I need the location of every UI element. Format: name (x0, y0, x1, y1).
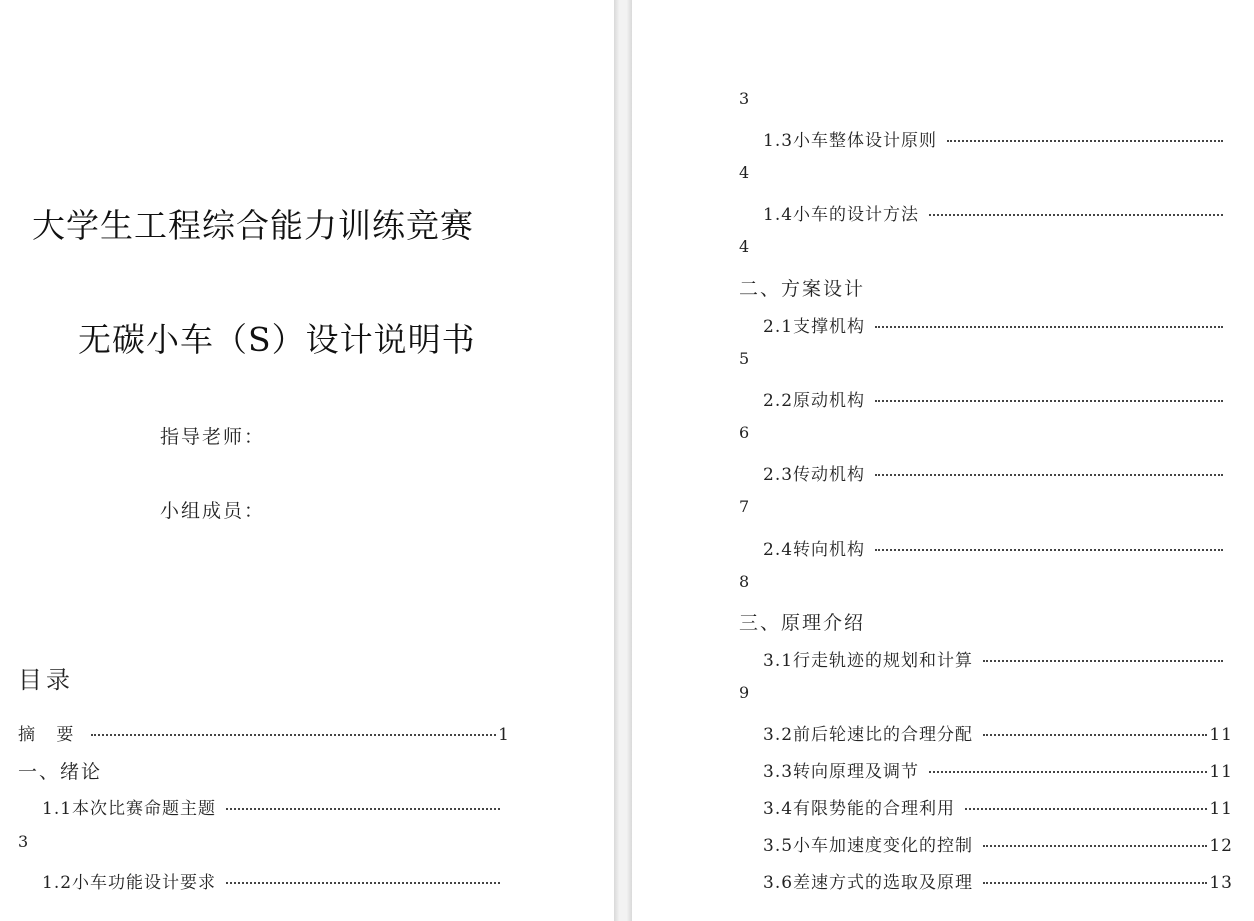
toc-entry-label: 1.3小车整体设计原则 (763, 131, 938, 151)
toc-entry-3-3[interactable] (763, 757, 1233, 782)
toc-entry-abstract[interactable] (18, 720, 510, 745)
toc-leader-dots (983, 733, 1207, 736)
toc-entry-page: 11 (1209, 725, 1233, 745)
toc-entry-3-6[interactable] (763, 868, 1233, 893)
toc-heading: 目录 (18, 666, 74, 694)
toc-entry-label: 2.2原动机构 (763, 391, 866, 411)
toc-leader-dots (983, 659, 1223, 662)
toc-entry-page: 4 (739, 163, 750, 182)
toc-leader-dots (983, 881, 1207, 884)
toc-entry-label: 3.2前后轮速比的合理分配 (763, 725, 974, 745)
toc-entry-page: 5 (739, 349, 750, 368)
right-page (632, 0, 1254, 921)
toc-leader-dots (929, 213, 1223, 216)
toc-chapter-2[interactable]: 二、方案设计 (739, 278, 866, 300)
page-gutter (614, 0, 632, 921)
toc-leader-dots (965, 807, 1207, 810)
toc-entry-1-3[interactable] (763, 126, 1225, 151)
toc-leader-dots (875, 473, 1223, 476)
toc-leader-dots (91, 733, 496, 736)
toc-entry-2-4[interactable] (763, 535, 1225, 560)
toc-leader-dots (929, 770, 1207, 773)
toc-entry-page: 8 (739, 572, 750, 591)
toc-entry-label: 摘 要 (18, 725, 82, 745)
toc-entry-1-1[interactable] (42, 794, 502, 819)
toc-entry-label: 2.4转向机构 (763, 540, 866, 560)
toc-entry-label: 3.3转向原理及调节 (763, 762, 920, 782)
document-title-line1: 大学生工程综合能力训练竞赛 (32, 206, 474, 245)
toc-entry-label: 1.1本次比赛命题主题 (42, 799, 217, 819)
document-title-line2: 无碳小车（S）设计说明书 (78, 320, 476, 359)
toc-entry-page: 12 (1209, 836, 1233, 856)
toc-entry-label: 1.4小车的设计方法 (763, 205, 920, 225)
toc-entry-page: 11 (1209, 799, 1233, 819)
toc-entry-2-1[interactable] (763, 312, 1225, 337)
toc-entry-label: 3.1行走轨迹的规划和计算 (763, 651, 974, 671)
toc-entry-3-2[interactable] (763, 720, 1233, 745)
members-label: 小组成员： (160, 500, 266, 522)
toc-entry-page: 4 (739, 237, 750, 256)
toc-entry-page: 7 (739, 497, 750, 516)
toc-entry-label: 3.4有限势能的合理利用 (763, 799, 956, 819)
toc-entry-page: 13 (1209, 873, 1233, 893)
toc-entry-page: 9 (739, 683, 750, 702)
toc-entry-3-1[interactable] (763, 646, 1225, 671)
toc-entry-2-2[interactable] (763, 386, 1225, 411)
toc-entry-label: 1.2小车功能设计要求 (42, 873, 217, 893)
toc-entry-page: 11 (1209, 762, 1233, 782)
left-page (0, 0, 614, 921)
advisor-label: 指导老师： (160, 426, 266, 448)
toc-leader-dots (226, 807, 500, 810)
toc-entry-label: 3.5小车加速度变化的控制 (763, 836, 974, 856)
toc-entry-label: 3.6差速方式的选取及原理 (763, 873, 974, 893)
toc-leader-dots (875, 399, 1223, 402)
toc-entry-label: 2.3传动机构 (763, 465, 866, 485)
toc-entry-page: 3 (18, 832, 29, 851)
toc-entry-3-5[interactable] (763, 831, 1233, 856)
toc-chapter-1[interactable]: 一、绪论 (18, 761, 103, 783)
toc-entry-label: 2.1支撑机构 (763, 317, 866, 337)
toc-entry-page: 6 (739, 423, 750, 442)
toc-entry-page: 1 (498, 725, 510, 745)
toc-entry-1-2[interactable] (42, 868, 502, 893)
toc-leader-dots (875, 548, 1223, 551)
toc-leader-dots (226, 881, 500, 884)
toc-leader-dots (875, 325, 1223, 328)
toc-leader-dots (947, 139, 1223, 142)
toc-leader-dots (983, 844, 1207, 847)
toc-entry-page: 3 (739, 89, 750, 108)
toc-entry-3-4[interactable] (763, 794, 1233, 819)
toc-entry-2-3[interactable] (763, 460, 1225, 485)
toc-entry-1-4[interactable] (763, 200, 1225, 225)
toc-chapter-3[interactable]: 三、原理介绍 (739, 612, 866, 634)
